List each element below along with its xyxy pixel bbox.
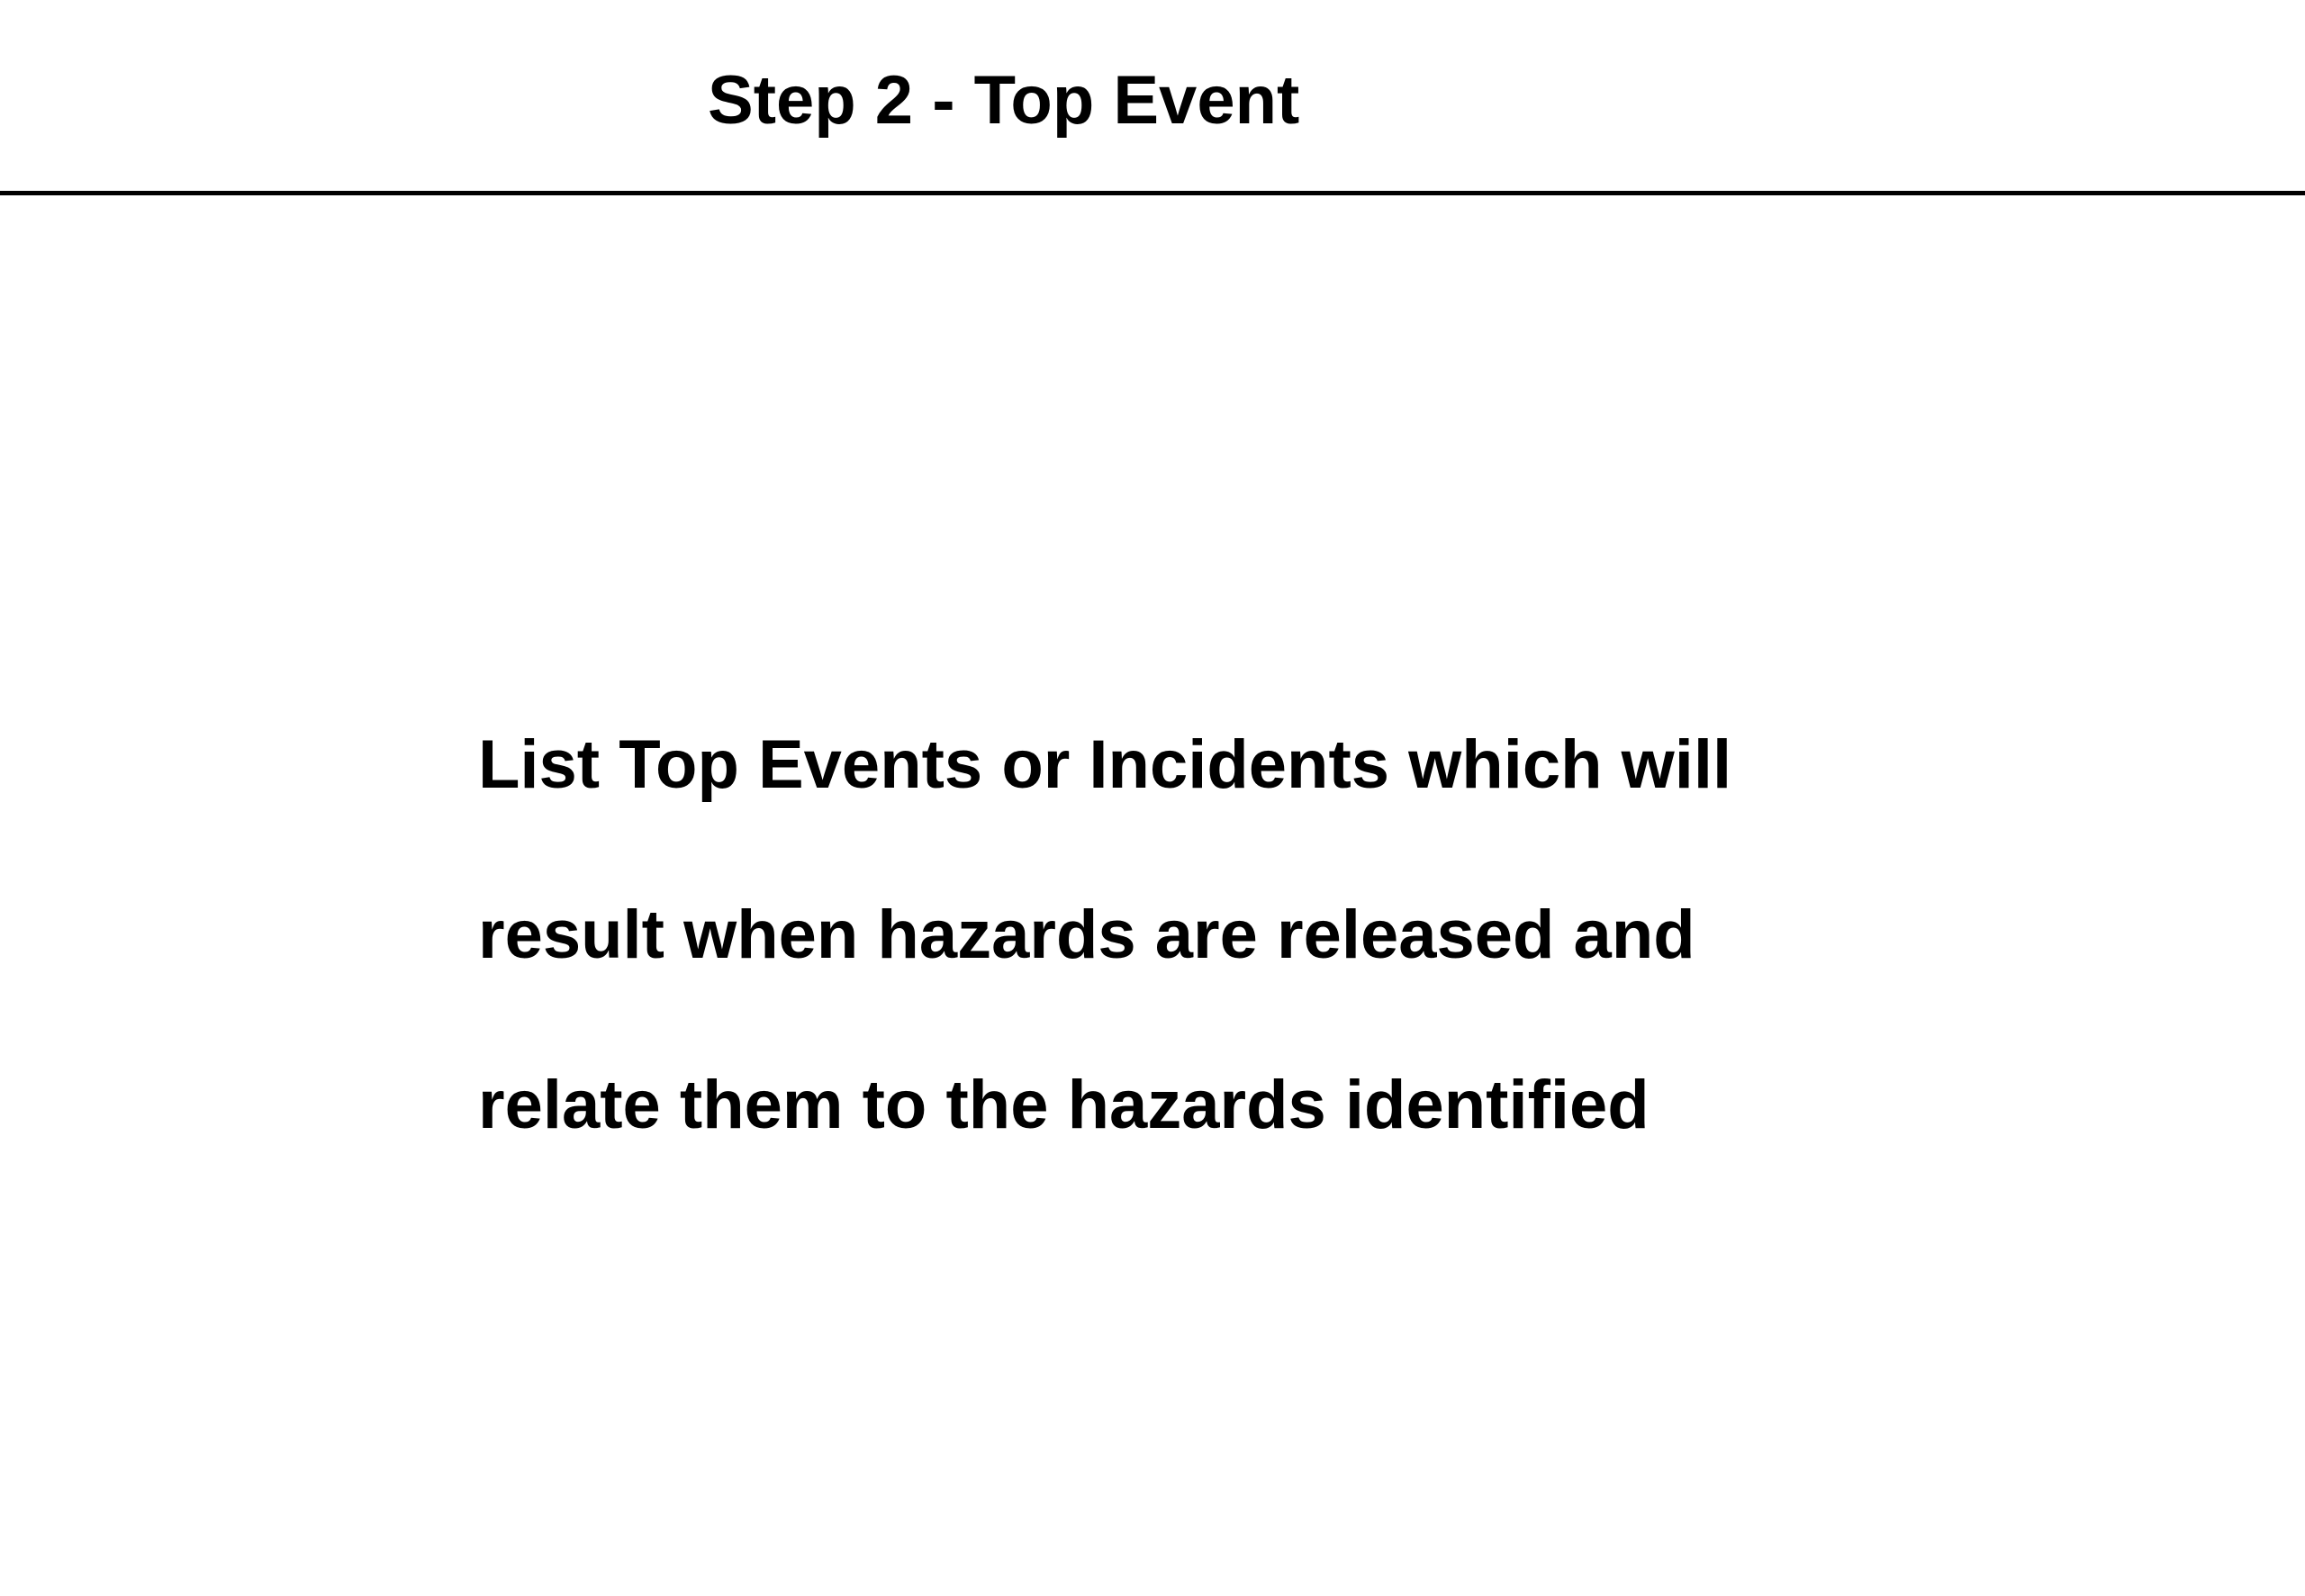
body-line-3: relate them to the hazards identified xyxy=(478,1067,1650,1143)
body-line-1: List Top Events or Incidents which will xyxy=(478,726,1732,803)
slide-title: Step 2 - Top Event xyxy=(708,62,1300,139)
slide-body xyxy=(478,680,1731,1190)
body-line-2: result when hazards are released and xyxy=(478,897,1695,973)
title-divider xyxy=(0,191,2305,195)
